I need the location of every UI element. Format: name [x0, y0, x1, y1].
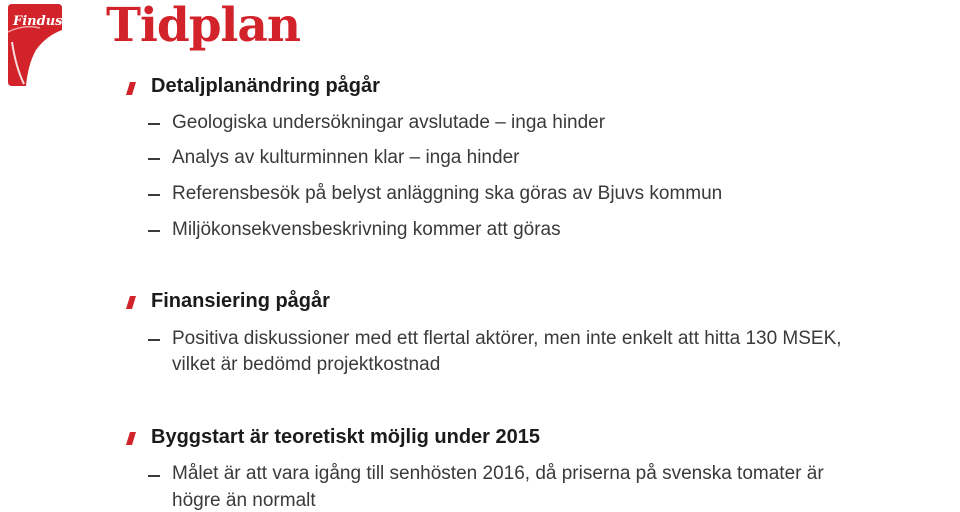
- page-title: Tidplan: [106, 0, 301, 53]
- dash-icon: [148, 230, 160, 232]
- section-bullet-icon: [126, 296, 136, 309]
- list-item: Positiva diskussioner med ett flertal aktörer, men inte enkelt att hitta 130 MSEK,: [172, 328, 842, 349]
- dash-icon: [148, 123, 160, 125]
- list-item: Analys av kulturminnen klar – inga hinder: [172, 147, 520, 168]
- list-item-continuation: högre än normalt: [172, 490, 316, 511]
- section-heading: Detaljplanändring pågår: [151, 75, 380, 97]
- list-item-continuation: vilket är bedömd projektkostnad: [172, 354, 441, 375]
- dash-icon: [148, 194, 160, 196]
- section-bullet-icon: [126, 432, 136, 445]
- findus-logo-text: Findus: [13, 14, 63, 29]
- list-item: Geologiska undersökningar avslutade – inga hinder: [172, 112, 606, 133]
- dash-icon: [148, 475, 160, 477]
- list-item: Målet är att vara igång till senhösten 2016, då priserna på svenska tomater är: [172, 463, 824, 484]
- findus-logo: [6, 2, 64, 88]
- section-bullet-icon: [126, 82, 136, 95]
- dash-icon: [148, 339, 160, 341]
- dash-icon: [148, 158, 160, 160]
- list-item: Referensbesök på belyst anläggning ska göras av Bjuvs kommun: [172, 183, 723, 204]
- list-item: Miljökonsekvensbeskrivning kommer att göras: [172, 219, 561, 240]
- section-heading: Byggstart är teoretiskt möjlig under 2015: [151, 426, 541, 448]
- section-heading: Finansiering pågår: [151, 290, 330, 312]
